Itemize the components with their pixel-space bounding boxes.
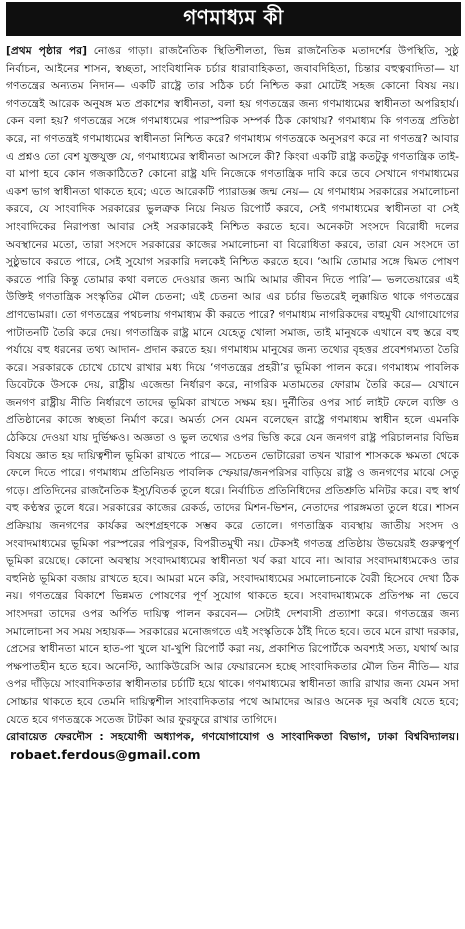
headline: গণমাধ্যম কী [183, 4, 284, 29]
newspaper-clipping [0, 2, 465, 929]
author-credit: রোবায়েত ফেরদৌস : সহযোগী অধ্যাপক, গণযোগাযোগ ও সাংবাদিকতা বিভাগ, ঢাকা বিশ্ববিদ্যালয়। [6, 730, 459, 744]
author-email: robaet.ferdous@gmail.com [10, 746, 201, 762]
author-byline [6, 728, 459, 764]
article-body [6, 42, 459, 728]
article-text: নোঙর গাড়া। রাজনৈতিক স্থিতিশীলতা, ভিন্ন রাজনৈতিক মতাদর্শের উপস্থিতি, সুষ্ঠু নির্বাচন, আইনের শাসন, স্বচ্ছতা, সাংবিধানিক চর্চার ধারাবাহিকতা, জবাবদিহিতা, চিন্তার বহুত্ববাদিতা— যা গণতন্ত্রের অন্যতম নিদান— একটি রাষ্ট্রে তার সঠিক চর্চা নিশ্চিত করা মোটেই সহজ কোনো বিষয় নয়। গণতন্ত্রেই আরেক অনুষঙ্গ মত প্রকাশের স্বাধীনতা, বলা হয় গণতন্ত্রের জন্য গণমাধ্যমের স্বাধীনতা অপরিহার্য। কেন বলা হয়? গণতন্ত্রের সঙ্গে গণমাধ্যমের পারস্পরিক সম্পর্ক ঠিক কোথায়? গণমাধ্যম কি গণতন্ত্র প্রতিষ্ঠা করে, না গণতন্ত্রই গণমাধ্যমের স্বাধীনতা নিশ্চিত করে? গণমাধ্যম গণতন্ত্রকে অনুসরণ করে না গণতন্ত্র? আবার এ প্রশ্নও তো বেশ যুক্তযুক্ত যে, গণমাধ্যমের স্বাধীনতা আসলে কী? কিংবা একটি রাষ্ট্র কতটুকু গণতান্ত্রিক তাই-বা মাপা হবে কোন গজকাঠিতে? কোনো রাষ্ট্র যদি নিজেকে গণতান্ত্রিক দাবি করে তবে সেখানে গণমাধ্যমের একশ ভাগ স্বাধীনতা থাকতে হবে; এতে আরেকটি প্যারাডক্স জন্ম নেয়— যে গণমাধ্যম সরকারের সমালোচনা করবে, যে সাংবাদিক সরকারের ভুলত্রুক নিয়ে নিয়ত রিপোর্ট করবে, সেই গণমাধ্যমের স্বাধীনতা বা সেই সাংবাদিকের নিরাপত্তা আবার সেই সরকারকেই নিশ্চিত করতে হবে। অনেকটা সংসদে বিরোধী দলের অবস্থানের মতো, তারা সংসদে সরকারের কাজের সমালোচনা বা বিরোধিতা করবে, তারা যেন সংসদে তা সুষ্ঠুভাবে করতে পারে, সেই সুযোগ সরকারি দলকেই নিশ্চিত করতে হবে। ‘আমি তোমার সঙ্গে দ্বিমত পোষণ করতে পারি কিন্তু তোমার কথা বলতে দেওয়ার জন্য আমি আমার জীবন দিতে পারি’— ভলতেয়ারের এই উক্তিই গণতান্ত্রিক সংস্কৃতির মৌল চেতনা; এই চেতনা আর এর চর্চার ভিতরেই লুক্কায়িত থাকে গণতন্ত্রের প্রাণভোমরা। তো গণতন্ত্রের পথচলায় গণমাধ্যম কী করতে পারে? গণমাধ্যম নাগরিকদের বহুমুখী যোগাযোগের পাটাতনটি তৈরি করে দেয়। গণতান্ত্রিক রাষ্ট্র মানে যেহেতু খোলা সমাজ, তাই মানুষকে এখানে বহু স্তরে বহু পর্যায়ে বহু ধরনের তথ্য আদান- প্রদান করতে হয়। গণমাধ্যম মানুষের জন্য তথ্যের বৃহত্তর প্রবেশগম্যতা তৈরি করে। সরকারকে চোখে চোখে রাখার মধ্য দিয়ে ‘গণতন্ত্রের প্রহরী’র ভূমিকা পালন করে। গণমাধ্যম পাবলিক ডিবেটকে উসকে দেয়, রাষ্ট্রীয় এজেন্ডা নির্ধারণ করে, নাগরিক মতামতের ফোরাম তৈরি করে— যেখানে জনগণ রাষ্ট্রীয় নীতি নির্ধারণে তাদের ভূমিকা রাখতে সক্ষম হয়। দুর্নীতির ওপর সার্চ লাইট ফেলে ব্যক্তি ও প্রতিষ্ঠানের কাজে স্বচ্ছতা নির্মাণ করে। অমর্ত্য সেন যেমন বলেছেন রাষ্ট্রে গণমাধ্যম স্বাধীন হলে এমনকি ঠেকিয়ে দেওয়া যায় দুর্ভিক্ষও। অজ্ঞতা ও ভুল তথ্যের ওপর ভিত্তি করে যেন জনগণ রাষ্ট্র পরিচালনার বিভিন্ন বিষয়ে জ্ঞাত হয় দায়িত্বশীল ভূমিকা রাখতে পারে— সচেতন ভোটারেরা তখন খারাপ শাসককে ক্ষমতা থেকে ফেলে দিতে পারে। গণমাধ্যম প্রতিনিয়ত পাবলিক স্ফেয়ার/জনপরিসর বাড়িয়ে রাষ্ট্র ও জনগণের মাঝে সেতু গড়ে। প্রতিদিনের রাজনৈতিক ইস্যু/বিতর্ক তুলে ধরে। নির্বাচিত প্রতিনিধিদের প্রতিশ্রুতি মনিটর করে। বহু স্বার্থ বহু কণ্ঠস্বর তুলে ধরে। সরকারের কাজের রেকর্ড, তাদের মিশন-ভিশন, নেতাদের পারঙ্গমতা তুলে ধরে। শাসন প্রক্রিয়ায় জনগণের কার্যকর অংশগ্রহণকে সম্ভব করে তোলে। গণতান্ত্রিক ব্যবস্থায় জাতীয় সংসদ ও সংবাদমাধ্যমের ভূমিকা পরস্পরের পরিপূরক, বিপরীতমুখী নয়। টেকসই গণতন্ত্র প্রতিষ্ঠায় উভয়েরই গুরুত্বপূর্ণ ভূমিকা রয়েছে। কোনো অবস্থায় সংবাদমাধ্যমের স্বাধীনতা খর্ব করা যাবে না। আবার সংবাদমাধ্যমকেও তার বহুনিষ্ঠ ভূমিকা বজায় রাখতে হবে। আমরা মনে করি, সংবাদমাধ্যমের সমালোচনাকে বৈরী হিসেবে দেখা ঠিক নয়। গণতন্ত্রের বিকাশে ভিন্নমত পোষণের পূর্ণ সুযোগ থাকতে হবে। সংবাদমাধ্যমকে প্রতিপক্ষ না ভেবে সাংসদরা তাদের ওপর অর্পিত দায়িত্ব পালন করবেন— সেটাই দেশবাসী প্রত্যাশা করে। গণতন্ত্রের জন্য সমালোচনা সব সময় সহায়ক— সরকারের মনোজগতে এই সংস্কৃতিকে ঠাঁই দিতে হবে। তবে মনে রাখা দরকার, প্রেসের স্বাধীনতা মানে হাত-পা খুলে যা-খুশি রিপোর্ট করা নয়, প্রকাশিত রিপোর্টকে অবশ্যই সত্য, যথার্থ আর পক্ষপাতহীন হতে হবে। অনেস্টি, অ্যাকিউরেসি আর ফেয়ারনেস হচ্ছে সাংবাদিকতার মৌল তিন নীতি— যার ওপর দাঁড়িয়ে সাংবাদিকতার স্বাধীনতার চর্চাটি হয়ে থাকে। গণমাধ্যমের স্বাধীনতা জারি রাখার জন্য যেমন সদা সোচ্চার থাকতে হবে তেমনি দায়িত্বশীল সাংবাদিকতার পথে আমাদের আরও অনেক দূর অবধি যেতে হবে; যেতে হবে গণতন্ত্রকে সতেজ টাটকা আর ফুরফুরে রাখার তাগিদে। [6, 44, 460, 726]
article-paragraph [6, 42, 459, 728]
continuation-tag: [প্রথম পৃষ্ঠার পর] [6, 44, 87, 57]
headline-banner [6, 2, 461, 36]
